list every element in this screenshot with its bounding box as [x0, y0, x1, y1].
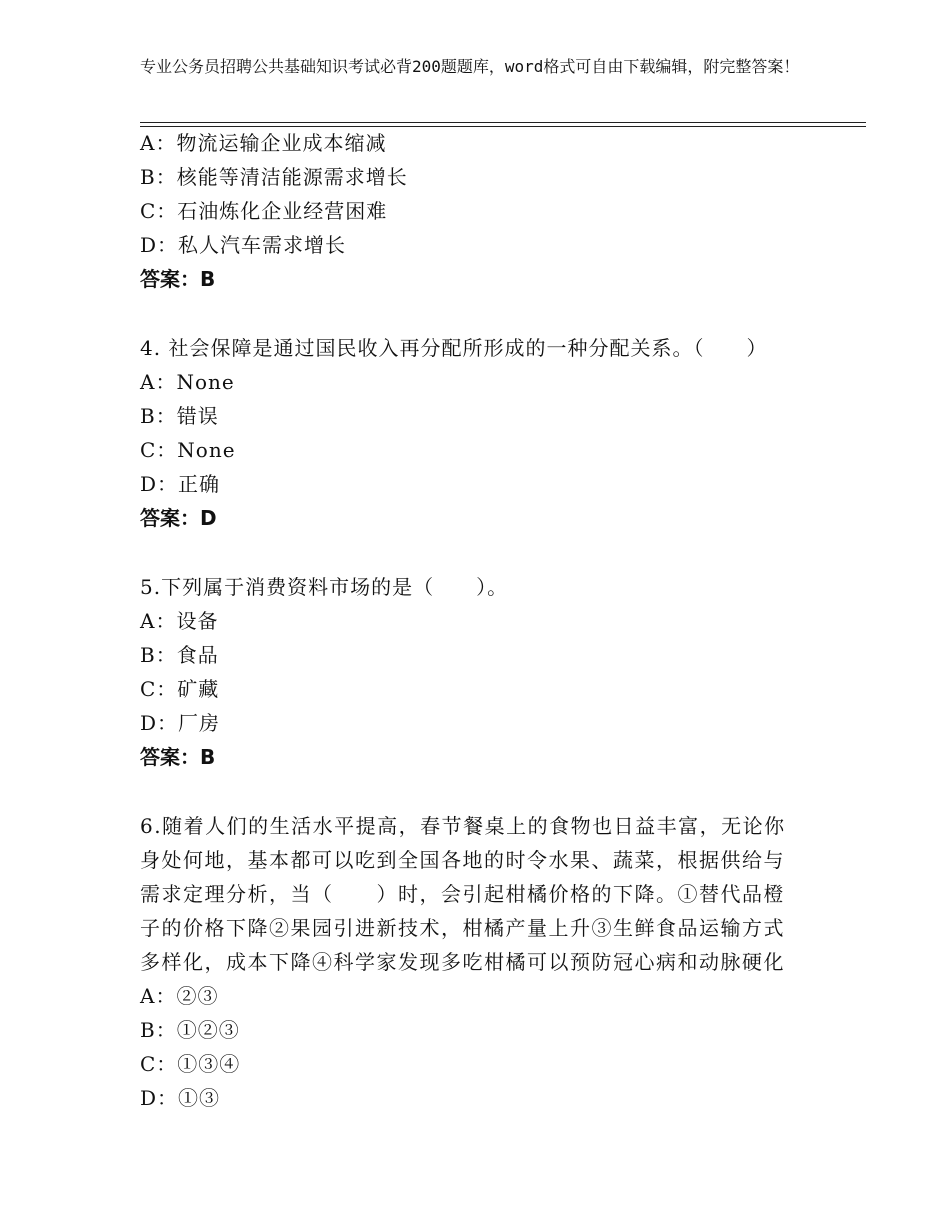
option-b: B：①②③: [140, 1018, 240, 1042]
option-d: D：①③: [140, 1086, 221, 1110]
answer-label: 答案：D: [140, 506, 217, 530]
question-3: [140, 126, 840, 296]
question-5: [140, 570, 840, 774]
question-4: [140, 331, 840, 535]
document-header: 专业公务员招聘公共基础知识考试必背200题题库，word格式可自由下载编辑，附完整答案！: [140, 57, 800, 76]
option-a: A：物流运输企业成本缩减: [140, 131, 387, 155]
option-d: D：厂房: [140, 711, 221, 735]
question-stem: 6.随着人们的生活水平提高，春节餐桌上的食物也日益丰富，无论你身处何地，基本都可以吃到全国各地的时令水果、蔬菜，根据供给与需求定理分析，当（ ）时，会引起柑橘价格的下降。①替代品橙子的价格下降②果园引进新技术，柑橘产量上升③生鲜食品运输方式多样化，成本下降④科学家发现多吃柑橘可以预防冠心病和动脉硬化: [140, 814, 786, 974]
option-c: C：石油炼化企业经营困难: [140, 199, 388, 223]
option-c: C：矿藏: [140, 677, 220, 701]
option-b: B：食品: [140, 643, 219, 667]
question-6: [140, 809, 840, 1115]
question-content: [140, 126, 840, 1115]
header-divider-top: [140, 122, 866, 123]
answer-label: 答案：B: [140, 745, 216, 769]
answer-label: 答案：B: [140, 267, 216, 291]
option-c: C：①③④: [140, 1052, 241, 1076]
option-b: B：核能等清洁能源需求增长: [140, 165, 408, 189]
option-d: D：正确: [140, 472, 221, 496]
option-a: A：②③: [140, 984, 219, 1008]
option-a: A：None: [140, 370, 235, 394]
option-a: A：设备: [140, 609, 219, 633]
question-stem: 4. 社会保障是通过国民收入再分配所形成的一种分配关系。（ ）: [140, 336, 768, 360]
option-d: D：私人汽车需求增长: [140, 233, 347, 257]
option-b: B：错误: [140, 404, 219, 428]
option-c: C：None: [140, 438, 236, 462]
question-stem: 5.下列属于消费资料市场的是（ ）。: [140, 575, 509, 599]
